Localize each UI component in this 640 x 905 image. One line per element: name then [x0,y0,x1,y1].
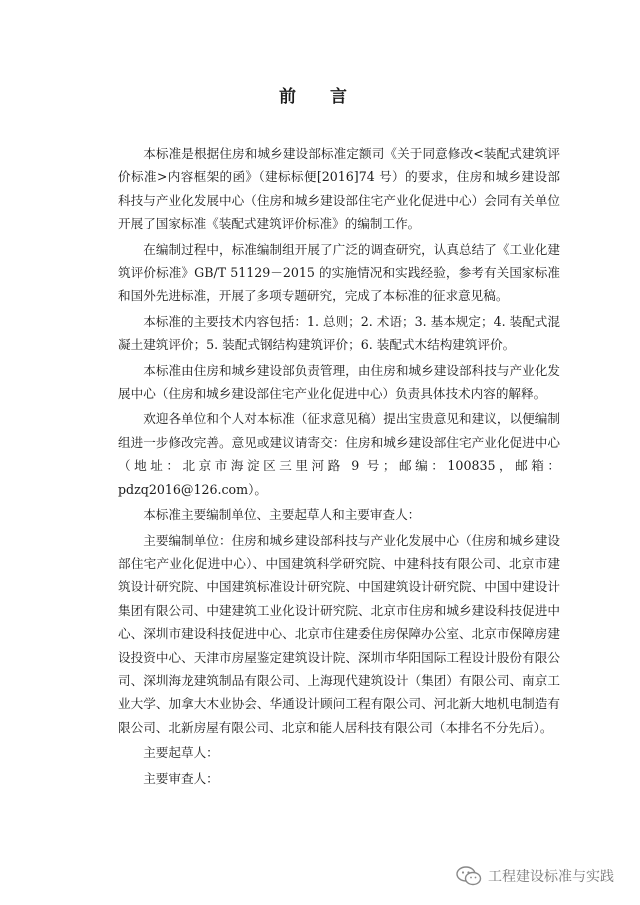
paragraph-management: 本标准由住房和城乡建设部负责管理，由住房和城乡建设部科技与产业化发展中心（住房和城乡建设部住宅产业化促进中心）负责具体技术内容的解释。 [118,362,560,402]
watermark-text: 工程建设标准与实践 [488,869,614,885]
page-title: 前 言 [279,87,361,107]
document-body [118,142,560,790]
paragraph-contents: 本标准的主要技术内容包括：1. 总则；2. 术语；3. 基本规定；4. 装配式混凝土建筑评价；5. 装配式钢结构建筑评价；6. 装配式木结构建筑评价。 [118,313,560,353]
paragraph-feedback: 欢迎各单位和个人对本标准（征求意见稿）提出宝贵意见和建议，以便编制组进一步修改完善。意见或建议请寄交：住房和城乡建设部住宅产业化促进中心（地址：北京市海淀区三里河路 9 号；邮编：100835，邮箱：pdzq2016@126.com）。 [118,411,560,497]
paragraph-contributors-intro: 本标准主要编制单位、主要起草人和主要审查人： [143,507,421,523]
paragraph-process: 在编制过程中，标准编制组开展了广泛的调查研究，认真总结了《工业化建筑评价标准》GB/T 51129－2015 的实施情况和实践经验，参考有关国家标准和国外先进标准，开展了多项专题研究，完成了本标准的征求意见稿。 [118,241,560,304]
watermark [456,866,614,886]
paragraph-reviewers: 主要审查人： [143,770,219,786]
paragraph-basis: 本标准是根据住房和城乡建设部标准定额司《关于同意修改<装配式建筑评价标准>内容框架的函》（建标标便[2016]74 号）的要求，住房和城乡建设部科技与产业化发展中心（住房和城乡建设部住宅产业化促进中心）会同有关单位开展了国家标准《装配式建筑评价标准》的编制工作。 [118,146,560,232]
paragraph-organizations: 主要编制单位：住房和城乡建设部科技与产业化发展中心（住房和城乡建设部住宅产业化促进中心）、中国建筑科学研究院、中建科技有限公司、北京市建筑设计研究院、中国建筑标准设计研究院、中国建筑设计研究院、中国中建设计集团有限公司、中建建筑工业化设计研究院、北京市住房和城乡建设科技促进中心、深圳市建设科技促进中心、北京市住建委住房保障办公室、北京市保障房建设投资中心、天津市房屋鉴定建筑设计院、深圳市华阳国际工程设计股份有限公司、深圳海龙建筑制品有限公司、上海现代建筑设计（集团）有限公司、南京工业大学、加拿大木业协会、华通设计顾问工程有限公司、河北新大地机电制造有限公司、北新房屋有限公司、北京和能人居科技有限公司（本排名不分先后）。 [118,532,560,735]
wechat-icon [456,866,482,886]
paragraph-drafters: 主要起草人： [143,745,219,761]
